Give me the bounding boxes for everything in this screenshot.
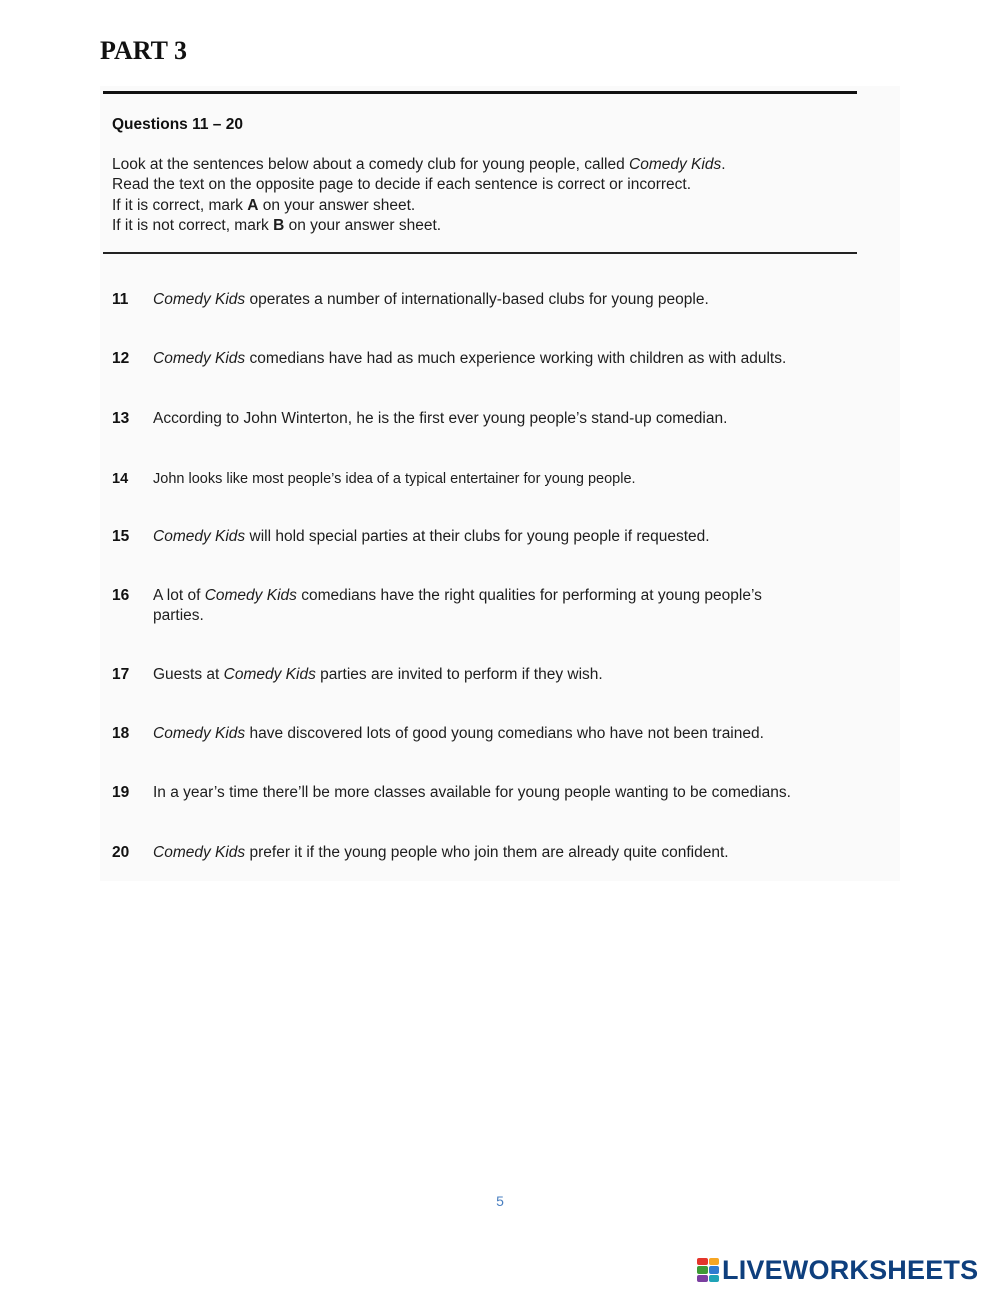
instruction-text: . bbox=[721, 156, 726, 173]
club-name: Comedy Kids bbox=[153, 528, 246, 545]
club-name: Comedy Kids bbox=[153, 291, 246, 308]
sentence: operates a number of internationally-based clubs for young people. bbox=[245, 291, 709, 308]
questions-heading: Questions 11 – 20 bbox=[112, 116, 243, 133]
instruction-line-4 bbox=[112, 216, 852, 236]
instruction-text: If it is not correct, mark bbox=[112, 216, 274, 234]
instruction-text: If it is correct, mark bbox=[112, 196, 248, 214]
logo-block bbox=[709, 1266, 720, 1273]
page-title: PART 3 bbox=[100, 36, 187, 65]
question-number: 20 bbox=[112, 844, 130, 861]
question-text: According to John Winterton, he is the first ever young people’s stand-up comedian. bbox=[153, 410, 728, 427]
club-name: Comedy Kids bbox=[153, 725, 246, 742]
question-text: John looks like most people’s idea of a typical entertainer for young people. bbox=[153, 471, 636, 487]
instruction-line-3 bbox=[112, 196, 852, 216]
logo-block bbox=[697, 1258, 708, 1265]
question-text bbox=[153, 665, 843, 685]
top-divider bbox=[103, 91, 857, 94]
page-number: 5 bbox=[496, 1193, 504, 1209]
liveworksheets-logo-icon bbox=[697, 1258, 719, 1282]
logo-block bbox=[709, 1275, 720, 1282]
question-text bbox=[153, 586, 843, 626]
sentence: have discovered lots of good young comedians who have not been trained. bbox=[245, 725, 764, 742]
question-text bbox=[153, 843, 843, 863]
question-number: 18 bbox=[112, 725, 130, 742]
question-number: 11 bbox=[112, 291, 129, 308]
question-text bbox=[153, 527, 843, 547]
question-text bbox=[153, 290, 843, 310]
question-text: In a year’s time there’ll be more classes available for young people wanting to be comedians. bbox=[153, 784, 791, 801]
instruction-text: Look at the sentences below about a comedy club for young people, called bbox=[112, 156, 630, 173]
question-number: 16 bbox=[112, 587, 130, 604]
club-name: Comedy Kids bbox=[153, 844, 246, 861]
question-number: 12 bbox=[112, 350, 130, 367]
instruction-club-name: Comedy Kids bbox=[629, 156, 722, 173]
question-number: 14 bbox=[112, 471, 129, 487]
sentence-start: A lot of bbox=[153, 587, 205, 604]
club-name: Comedy Kids bbox=[223, 666, 316, 683]
logo-block bbox=[709, 1258, 720, 1265]
logo-block bbox=[697, 1266, 708, 1273]
sentence: parties are invited to perform if they wish. bbox=[315, 666, 603, 683]
liveworksheets-logo[interactable] bbox=[697, 1255, 978, 1285]
question-text bbox=[153, 349, 843, 369]
sentence: will hold special parties at their clubs for young people if requested. bbox=[245, 528, 710, 545]
question-text bbox=[153, 724, 843, 744]
instruction-line-2: Read the text on the opposite page to decide if each sentence is correct or incorrect. bbox=[112, 176, 692, 194]
sentence-start: Guests at bbox=[153, 666, 224, 683]
question-number: 15 bbox=[112, 528, 130, 545]
question-number: 13 bbox=[112, 410, 130, 427]
answer-letter-b: B bbox=[273, 216, 285, 234]
club-name: Comedy Kids bbox=[204, 587, 297, 604]
liveworksheets-wordmark: LIVEWORKSHEETS bbox=[722, 1254, 979, 1285]
question-number: 17 bbox=[112, 666, 130, 683]
instruction-text: on your answer sheet. bbox=[284, 216, 442, 234]
section-divider bbox=[103, 252, 857, 254]
instruction-line-1 bbox=[112, 155, 852, 175]
logo-block bbox=[697, 1275, 708, 1282]
sentence: comedians have the right qualities for performing at young people’s bbox=[296, 587, 762, 604]
question-number: 19 bbox=[112, 784, 130, 801]
sentence: prefer it if the young people who join them are already quite confident. bbox=[245, 844, 729, 861]
instructions bbox=[112, 155, 852, 236]
answer-letter-a: A bbox=[247, 196, 259, 214]
instruction-text: on your answer sheet. bbox=[258, 196, 416, 214]
club-name: Comedy Kids bbox=[153, 350, 246, 367]
sentence-continuation: parties. bbox=[153, 607, 204, 624]
sentence: comedians have had as much experience working with children as with adults. bbox=[245, 350, 787, 367]
